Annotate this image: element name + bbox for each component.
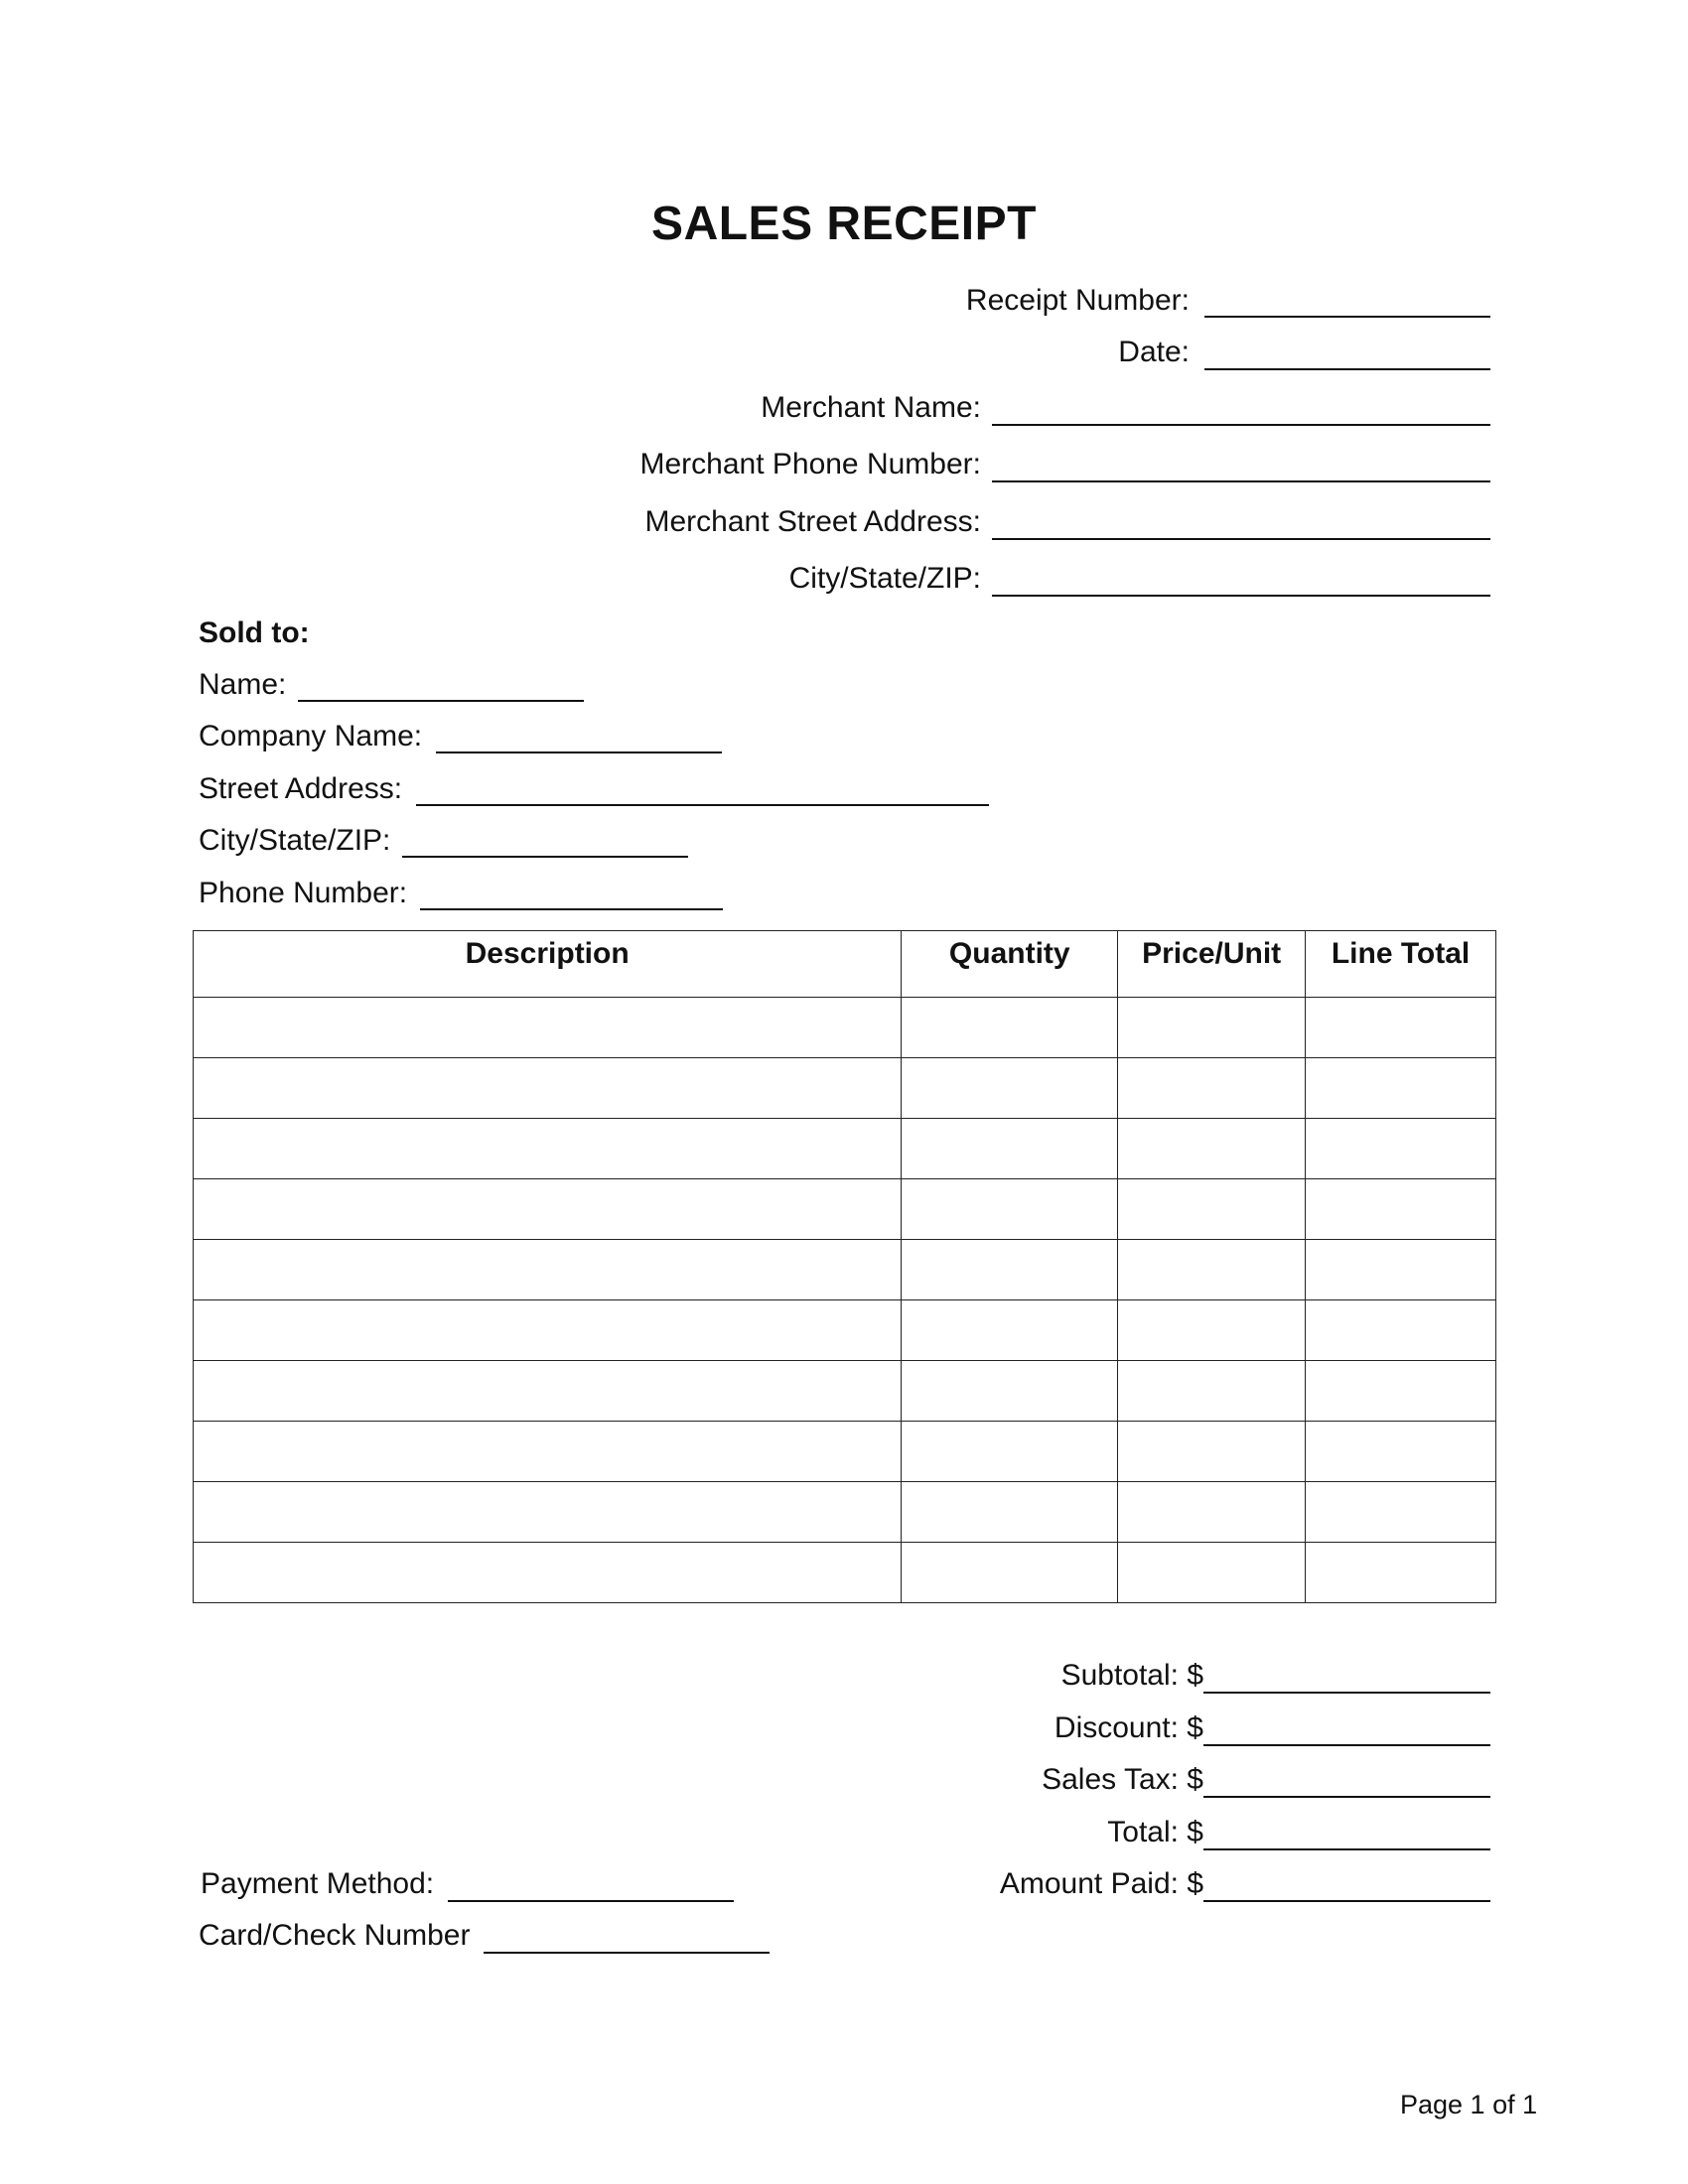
sold-to-phone-label: Phone Number:	[199, 877, 408, 909]
table-row	[194, 1361, 1496, 1422]
line-total-cell[interactable]	[1306, 1179, 1496, 1240]
column-header-quantity: Quantity	[902, 931, 1118, 998]
payment-method-field[interactable]	[448, 1900, 734, 1902]
merchant-street-label: Merchant Street Address:	[644, 505, 981, 538]
line-total-cell[interactable]	[1306, 1422, 1496, 1482]
discount-label: Discount: $	[1054, 1711, 1203, 1744]
description-cell[interactable]	[194, 1240, 902, 1300]
quantity-cell[interactable]	[902, 1543, 1118, 1603]
receipt-number-label: Receipt Number:	[965, 284, 1190, 317]
table-row	[194, 1058, 1496, 1119]
line-total-cell[interactable]	[1306, 1119, 1496, 1179]
sold-to-street-field[interactable]	[416, 804, 989, 806]
sold-to-city-field[interactable]	[402, 856, 688, 858]
line-total-cell[interactable]	[1306, 1543, 1496, 1603]
description-cell[interactable]	[194, 1422, 902, 1482]
description-cell[interactable]	[194, 1179, 902, 1240]
column-header-line-total: Line Total	[1306, 931, 1496, 998]
table-row	[194, 1482, 1496, 1543]
amount-paid-field[interactable]	[1203, 1900, 1490, 1902]
table-row	[194, 998, 1496, 1058]
table-row	[194, 1240, 1496, 1300]
quantity-cell[interactable]	[902, 1422, 1118, 1482]
sales-tax-label: Sales Tax: $	[1042, 1763, 1203, 1796]
items-table	[193, 930, 1496, 1603]
price-unit-cell[interactable]	[1118, 1543, 1306, 1603]
line-total-cell[interactable]	[1306, 1300, 1496, 1361]
line-total-cell[interactable]	[1306, 1482, 1496, 1543]
quantity-cell[interactable]	[902, 1179, 1118, 1240]
column-header-price-unit: Price/Unit	[1118, 931, 1306, 998]
subtotal-field[interactable]	[1203, 1692, 1490, 1694]
price-unit-cell[interactable]	[1118, 1482, 1306, 1543]
description-cell[interactable]	[194, 1058, 902, 1119]
quantity-cell[interactable]	[902, 1482, 1118, 1543]
price-unit-cell[interactable]	[1118, 1058, 1306, 1119]
sold-to-heading: Sold to:	[199, 616, 310, 649]
discount-field[interactable]	[1203, 1744, 1490, 1746]
price-unit-cell[interactable]	[1118, 1179, 1306, 1240]
amount-paid-label: Amount Paid: $	[999, 1867, 1203, 1900]
description-cell[interactable]	[194, 1119, 902, 1179]
line-total-cell[interactable]	[1306, 1058, 1496, 1119]
quantity-cell[interactable]	[902, 1361, 1118, 1422]
line-total-cell[interactable]	[1306, 1361, 1496, 1422]
total-field[interactable]	[1203, 1848, 1490, 1850]
sold-to-name-label: Name:	[199, 668, 287, 701]
price-unit-cell[interactable]	[1118, 1300, 1306, 1361]
receipt-number-field[interactable]	[1204, 316, 1490, 318]
merchant-city-label: City/State/ZIP:	[788, 562, 981, 595]
description-cell[interactable]	[194, 1361, 902, 1422]
price-unit-cell[interactable]	[1118, 1361, 1306, 1422]
quantity-cell[interactable]	[902, 1300, 1118, 1361]
table-row	[194, 1119, 1496, 1179]
quantity-cell[interactable]	[902, 1240, 1118, 1300]
date-label: Date:	[1118, 336, 1190, 368]
total-label: Total: $	[1107, 1816, 1203, 1848]
merchant-name-label: Merchant Name:	[761, 391, 981, 424]
description-cell[interactable]	[194, 1300, 902, 1361]
card-check-number-label: Card/Check Number	[199, 1919, 471, 1952]
quantity-cell[interactable]	[902, 1119, 1118, 1179]
merchant-phone-field[interactable]	[992, 480, 1490, 482]
merchant-street-field[interactable]	[992, 538, 1490, 540]
merchant-city-field[interactable]	[992, 595, 1490, 597]
sales-tax-field[interactable]	[1203, 1796, 1490, 1798]
quantity-cell[interactable]	[902, 1058, 1118, 1119]
sold-to-company-label: Company Name:	[199, 720, 423, 752]
table-row	[194, 1179, 1496, 1240]
merchant-name-field[interactable]	[992, 424, 1490, 426]
description-cell[interactable]	[194, 1482, 902, 1543]
price-unit-cell[interactable]	[1118, 998, 1306, 1058]
table-row	[194, 1300, 1496, 1361]
table-row	[194, 1422, 1496, 1482]
column-header-description: Description	[194, 931, 902, 998]
description-cell[interactable]	[194, 998, 902, 1058]
price-unit-cell[interactable]	[1118, 1422, 1306, 1482]
description-cell[interactable]	[194, 1543, 902, 1603]
quantity-cell[interactable]	[902, 998, 1118, 1058]
table-header-row	[194, 931, 1496, 998]
date-field[interactable]	[1204, 368, 1490, 370]
sold-to-name-field[interactable]	[298, 700, 584, 702]
page-number: Page 1 of 1	[1400, 2090, 1538, 2119]
sold-to-street-label: Street Address:	[199, 772, 403, 805]
line-total-cell[interactable]	[1306, 998, 1496, 1058]
sold-to-company-field[interactable]	[436, 751, 722, 753]
table-row	[194, 1543, 1496, 1603]
subtotal-label: Subtotal: $	[1060, 1659, 1203, 1692]
card-check-number-field[interactable]	[484, 1952, 770, 1954]
price-unit-cell[interactable]	[1118, 1119, 1306, 1179]
merchant-phone-label: Merchant Phone Number:	[639, 448, 981, 480]
line-total-cell[interactable]	[1306, 1240, 1496, 1300]
sold-to-city-label: City/State/ZIP:	[199, 824, 391, 857]
payment-method-label: Payment Method:	[201, 1867, 435, 1900]
price-unit-cell[interactable]	[1118, 1240, 1306, 1300]
sold-to-phone-field[interactable]	[420, 908, 723, 910]
page-title: SALES RECEIPT	[651, 198, 1037, 250]
